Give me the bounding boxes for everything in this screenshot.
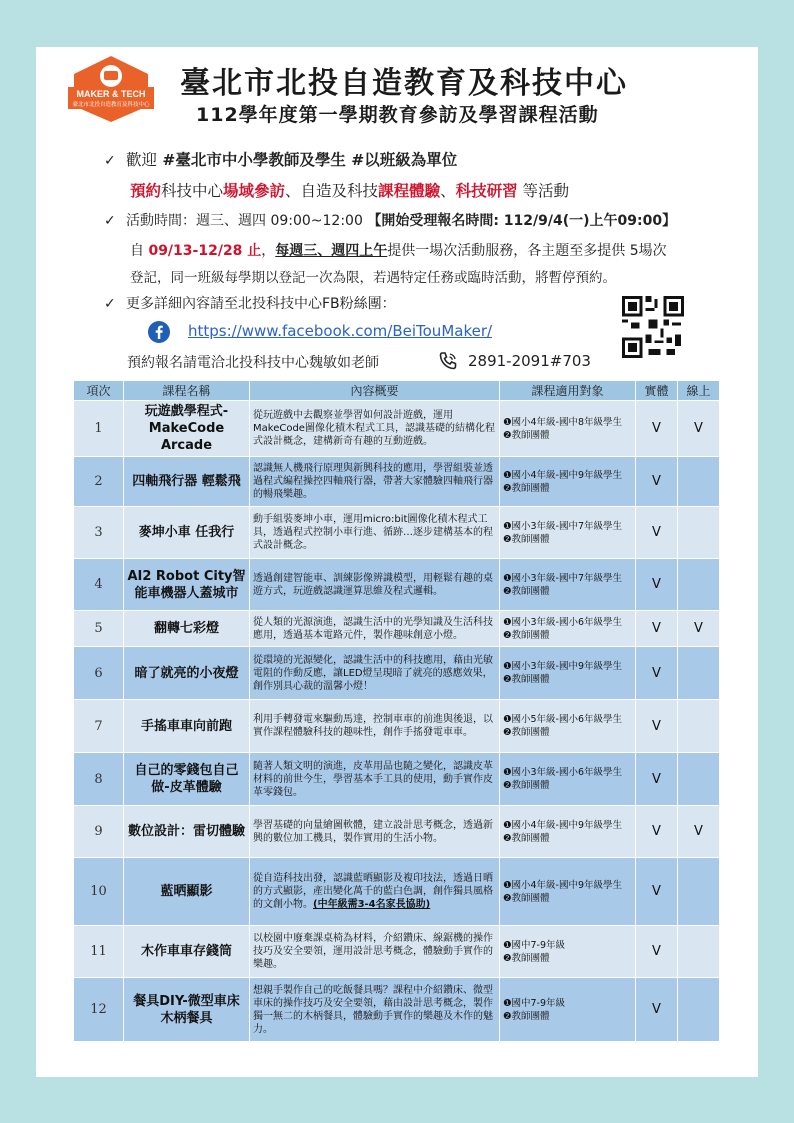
table-row: 5 翻轉七彩燈 從人類的光源演進，認識生活中的光學知識及生活科技應用，透過基本電路元件，製作趣味創意小燈。 ❶國小3年級-國小6年級學生 ❷教師團體 V V [74, 611, 720, 647]
bullet-time-line2: 自 09/13-12/28 止，每週三、週四上午提供一場次活動服務，各主題至多提供 5場次 [130, 243, 667, 259]
header-name: 課程名稱 [124, 381, 250, 401]
table-row: 10 藍晒顯影 從自造科技出發，認識藍晒顯影及複印技法，透過日晒的方式顯影，產出變化萬千的藍白色調，創作獨具風格的文創小物。(中年級需3-4名家長協助) ❶國小4年級-國中9年級學生 ❷教師團體 V [74, 858, 720, 926]
table-header-row [74, 381, 720, 401]
contact-text: 預約報名請電洽北投科技中心魏敏如老師 [127, 355, 379, 371]
qr-code-icon [622, 296, 684, 358]
check-icon: ✓ [104, 296, 116, 312]
contact-phone: 2891-2091#703 [468, 352, 591, 370]
phone-icon [438, 351, 458, 371]
header-desc: 內容概要 [250, 381, 500, 401]
header-no: 項次 [74, 381, 124, 401]
table-row: 6 暗了就亮的小夜燈 從環境的光源變化，認識生活中的科技應用，藉由光敏電阻的作動反應，讓LED燈呈現暗了就亮的感應效果，創作別具心裁的溫馨小燈！ ❶國小3年級-國中9年級學生 ❷教師團體 V [74, 647, 720, 700]
header-online: 線上 [678, 381, 720, 401]
bullet-more: ✓ 更多詳細內容請至北投科技中心FB粉絲團： [104, 296, 396, 312]
maker-tech-logo [68, 54, 154, 124]
header-physical: 實體 [636, 381, 678, 401]
logo-line1: MAKER & TECH [76, 89, 146, 99]
table-row: 12 餐具DIY-微型車床木柄餐具 想親手製作自己的吃飯餐具嗎？課程中介紹鑽床、微型車床的操作技巧及安全要領，藉由設計思考概念，製作獨一無二的木柄餐具，體驗動手實作的樂趣及木作的魅力。 ❶國中7-9年級 ❷教師團體 V [74, 978, 720, 1042]
check-icon: ✓ [104, 153, 116, 169]
logo-line2: 臺北市北投自造教育及科技中心 [72, 102, 150, 108]
facebook-link[interactable]: https://www.facebook.com/BeiTouMaker/ [188, 322, 493, 340]
bullet-time: ✓ 活動時間：週三、週四 09:00~12:00 【開始受理報名時間: 112/9/4(一)上午09:00】 [104, 213, 677, 229]
bullet-welcome-line2: 預約科技中心場域參訪、自造及科技課程體驗、科技研習 等活動 [130, 182, 570, 200]
page-subtitle: 112學年度第一學期教育參訪及學習課程活動 [196, 104, 599, 126]
course-table [73, 380, 720, 1042]
table-row: 7 手搖車車向前跑 利用手轉發電來驅動馬達，控制車車的前進與後退，以實作課程體驗科技的趣味性，創作手搖發電車車。 ❶國小5年級-國小6年級學生 ❷教師團體 V [74, 700, 720, 753]
bullet-time-line3: 登記，同一班級每學期以登記一次為限，若遇特定任務或臨時活動，將暫停預約。 [130, 270, 616, 286]
table-row: 9 數位設計：雷切體驗 學習基礎的向量繪圖軟體，建立設計思考概念，透過新興的數位加工機具，製作實用的生活小物。 ❶國小4年級-國中9年級學生 ❷教師團體 V V [74, 806, 720, 858]
page-title: 臺北市北投自造教育及科技中心 [180, 66, 628, 101]
header-target: 課程適用對象 [500, 381, 636, 401]
table-row: 1 玩遊戲學程式-MakeCode Arcade 從玩遊戲中去觀察並學習如何設計遊戲，運用MakeCode圖像化積木程式工具，認識基礎的結構化程式設計概念，建構新奇有趣的互動遊戲。 ❶國小4年級-國中8年級學生 ❷教師團體 V V [74, 401, 720, 457]
bullet-welcome: ✓ 歡迎 #臺北市中小學教師及學生 #以班級為單位 [104, 151, 458, 169]
check-icon: ✓ [104, 213, 116, 229]
table-row: 2 四軸飛行器 輕鬆飛 認識無人機飛行原理與新興科技的應用，學習組裝並透過程式編程操控四軸飛行器，帶著大家體驗四軸飛行器的暢飛樂趣。 ❶國小4年級-國中9年級學生 ❷教師團體 V [74, 457, 720, 507]
table-row: 4 AI2 Robot City智能車機器人蓋城市 透過創建智能車、訓練影像辨識模型，用輕鬆有趣的桌遊方式，玩遊戲認識運算思維及程式邏輯。 ❶國小3年級-國中7年級學生 ❷教師團體 V [74, 559, 720, 611]
facebook-icon [148, 321, 170, 343]
table-row: 8 自己的零錢包自己做-皮革體驗 隨著人類文明的演進，皮革用品也隨之變化，認識皮革材料的前世今生，學習基本手工具的使用，動手實作皮革零錢包。 ❶國小3年級-國小6年級學生 ❷教師團體 V [74, 753, 720, 806]
table-row: 3 麥坤小車 任我行 動手組裝麥坤小車，運用micro:bit圖像化積木程式工具，透過程式控制小車行進、循跡…逐步建構基本的程式設計概念。 ❶國小3年級-國中7年級學生 ❷教師團體 V [74, 507, 720, 559]
table-row: 11 木作車車存錢筒 以校園中廢棄課桌椅為材料，介紹鑽床、線鋸機的操作技巧及安全要領，運用設計思考概念，體驗動手實作的樂趣。 ❶國中7-9年級 ❷教師團體 V [74, 926, 720, 978]
